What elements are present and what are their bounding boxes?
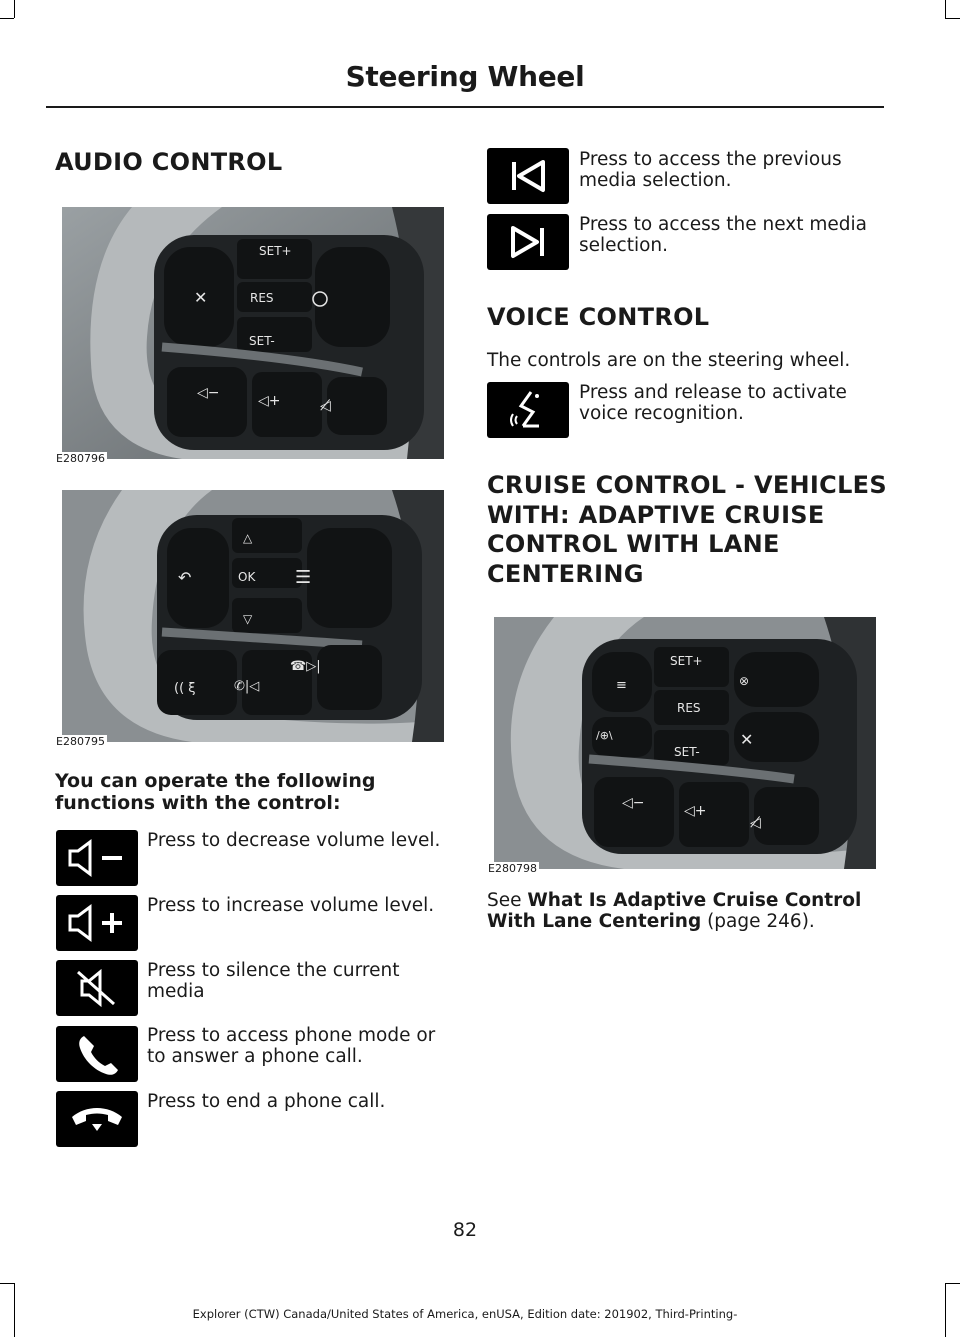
svg-text:☎▷|: ☎▷| bbox=[290, 659, 321, 674]
footer-edition: Explorer (CTW) Canada/United States of America, enUSA, Edition date: 201902, Third-Printing- bbox=[192, 1307, 738, 1321]
svg-text:↶: ↶ bbox=[178, 568, 192, 587]
audio-control-heading: AUDIO CONTROL bbox=[55, 148, 283, 176]
set-plus-label: SET+ bbox=[259, 244, 292, 258]
end-call-icon bbox=[56, 1091, 138, 1147]
set-minus-label: SET- bbox=[249, 334, 275, 348]
crop-mark bbox=[14, 0, 15, 18]
voice-description: Press and release to activate voice recognition. bbox=[579, 382, 847, 424]
set-minus-label: SET- bbox=[674, 745, 700, 759]
svg-text:✕: ✕ bbox=[194, 288, 208, 307]
voice-control-intro: The controls are on the steering wheel. bbox=[487, 350, 851, 371]
cruise-control-heading: CRUISE CONTROL - VEHICLES WITH: ADAPTIVE CRUISE CONTROL WITH LANE CENTERING bbox=[487, 471, 887, 588]
function-description: Press to decrease volume level. bbox=[147, 830, 441, 851]
previous-track-icon bbox=[487, 148, 569, 204]
res-label: RES bbox=[250, 291, 274, 305]
function-description: Press to end a phone call. bbox=[147, 1091, 386, 1112]
crop-mark bbox=[0, 1283, 14, 1284]
svg-text:≡: ≡ bbox=[616, 678, 627, 693]
image-code: E280795 bbox=[56, 735, 105, 748]
res-label: RES bbox=[677, 701, 701, 715]
svg-text:✕: ✕ bbox=[740, 730, 754, 749]
function-description: Press to silence the current media bbox=[147, 960, 400, 1002]
volume-down-icon bbox=[56, 830, 138, 886]
crop-mark bbox=[945, 1283, 946, 1337]
crop-mark bbox=[945, 0, 946, 18]
media-description: Press to access the previous media selection. bbox=[579, 149, 842, 191]
svg-text:⊗: ⊗ bbox=[739, 674, 750, 688]
see-page: (page 246). bbox=[707, 911, 815, 932]
svg-text:◁+: ◁+ bbox=[258, 393, 281, 409]
steering-wheel-photo-phone bbox=[62, 490, 444, 742]
svg-text:◁+: ◁+ bbox=[684, 803, 707, 819]
svg-text:◁̸: ◁̸ bbox=[320, 398, 331, 414]
image-code: E280798 bbox=[488, 862, 537, 875]
image-code: E280796 bbox=[56, 452, 105, 465]
next-track-icon bbox=[487, 214, 569, 270]
steering-wheel-photo-audio bbox=[62, 207, 444, 459]
crop-mark bbox=[0, 18, 14, 19]
crop-mark bbox=[945, 18, 960, 19]
svg-text:✆|◁: ✆|◁ bbox=[234, 679, 260, 694]
media-description: Press to access the next media selection. bbox=[579, 214, 867, 256]
page-number: 82 bbox=[452, 1219, 478, 1241]
voice-recognition-icon bbox=[487, 382, 569, 438]
phone-icon bbox=[56, 1026, 138, 1082]
function-description: Press to access phone mode or to answer a phone call. bbox=[147, 1025, 436, 1067]
steering-wheel-illustration bbox=[62, 207, 444, 459]
ok-label: OK bbox=[238, 570, 256, 584]
functions-heading: You can operate the following functions with the control: bbox=[55, 770, 376, 814]
steering-wheel-illustration bbox=[62, 490, 444, 742]
svg-text:◁−: ◁− bbox=[197, 385, 220, 401]
svg-text:☰: ☰ bbox=[295, 567, 312, 588]
set-plus-label: SET+ bbox=[670, 654, 703, 668]
svg-text:▽: ▽ bbox=[243, 612, 253, 626]
steering-wheel-illustration bbox=[494, 617, 876, 869]
mute-icon bbox=[56, 960, 138, 1016]
see-reference bbox=[487, 890, 877, 932]
header-rule bbox=[46, 106, 884, 108]
voice-control-heading: VOICE CONTROL bbox=[487, 303, 710, 331]
svg-text:(( ξ: (( ξ bbox=[174, 681, 196, 696]
svg-text:/⊕\: /⊕\ bbox=[596, 729, 613, 742]
see-prefix: See bbox=[487, 890, 522, 911]
page-title: Steering Wheel bbox=[345, 60, 585, 93]
svg-text:◁̸: ◁̸ bbox=[750, 815, 761, 831]
function-description: Press to increase volume level. bbox=[147, 895, 435, 916]
crop-mark bbox=[945, 1283, 960, 1284]
steering-wheel-photo-cruise bbox=[494, 617, 876, 869]
svg-text:△: △ bbox=[243, 531, 253, 545]
see-link[interactable]: What Is Adaptive Cruise Control With Lane Centering bbox=[487, 890, 862, 932]
svg-text:◁−: ◁− bbox=[622, 795, 645, 811]
volume-up-icon bbox=[56, 895, 138, 951]
